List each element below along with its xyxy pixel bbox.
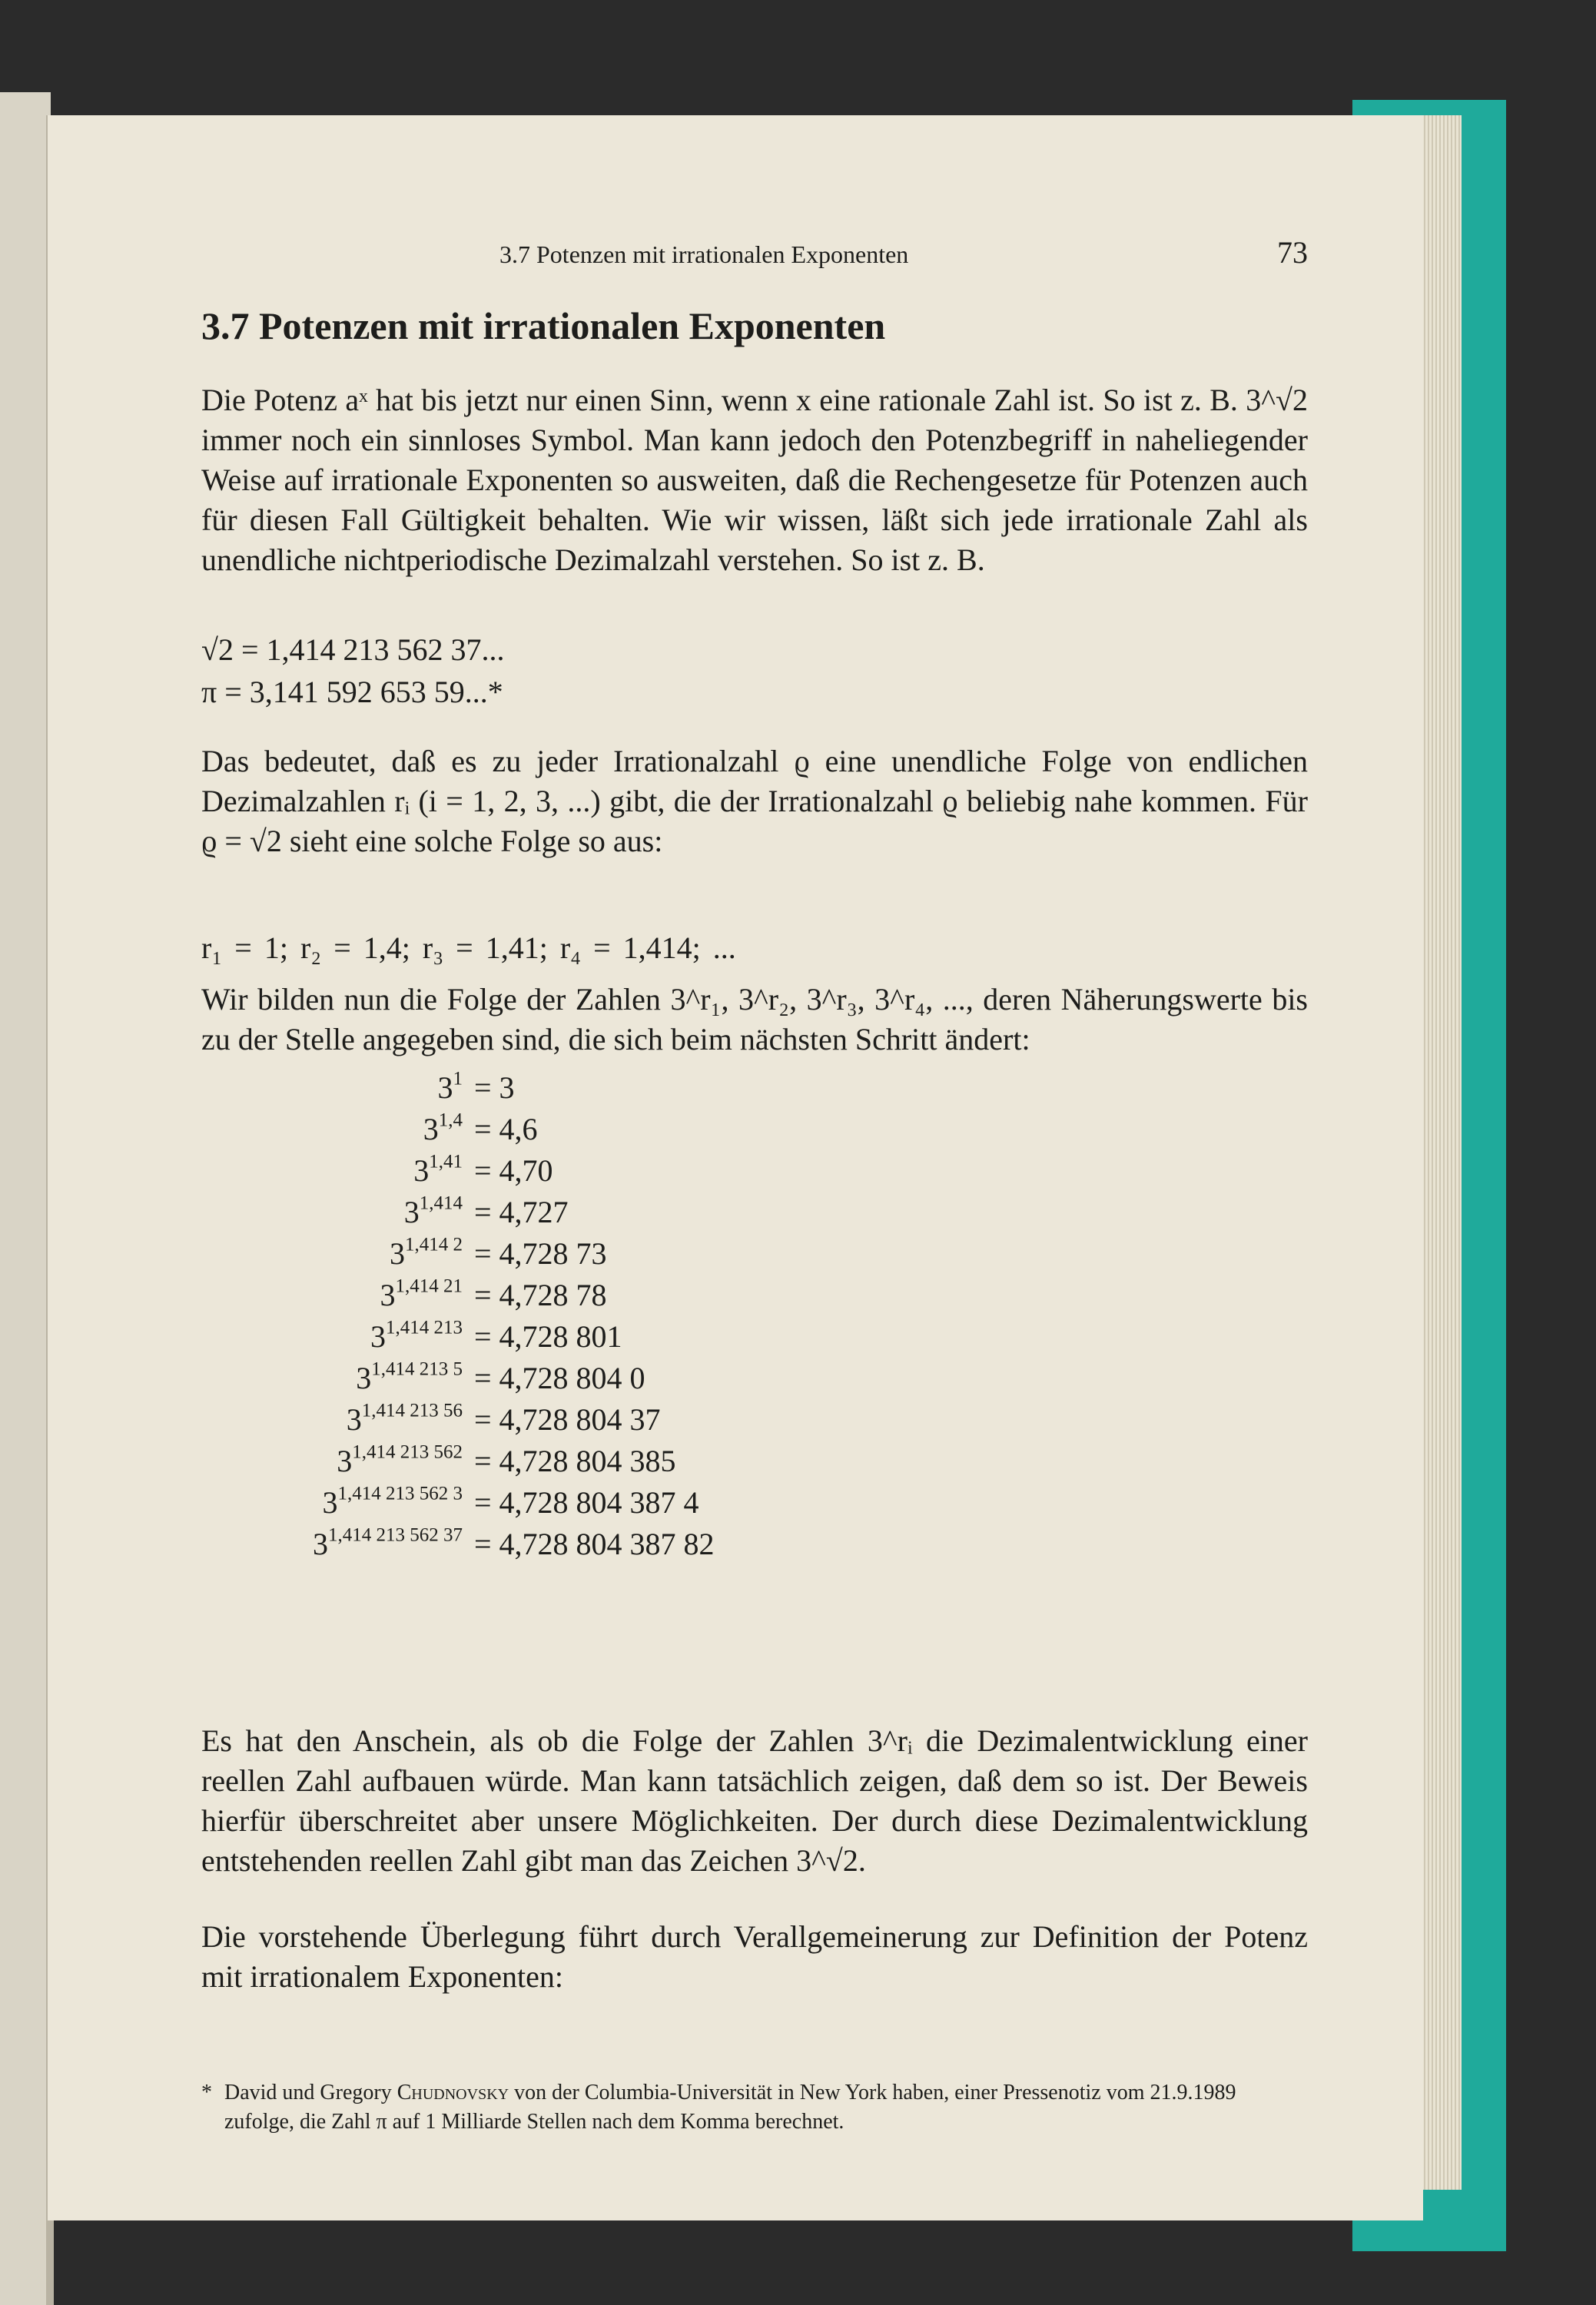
page-number: 73 [1277, 235, 1308, 270]
footnote-text-before: David und Gregory [224, 2081, 392, 2104]
power-row [201, 1277, 893, 1317]
power-value: = 4,728 78 [474, 1278, 607, 1312]
power-value: = 4,728 804 37 [474, 1402, 661, 1437]
power-value: = 4,728 73 [474, 1236, 607, 1271]
formula-sqrt2: √2 = 1,414 213 562 37... [201, 632, 505, 667]
power-row [201, 1111, 893, 1151]
paragraph-conclusion: Es hat den Anschein, als ob die Folge der Zahlen 3^rᵢ die Dezimalentwicklung einer reellen Zahl aufbauen würde. Man kann tatsächlich zeigen, daß dem so ist. Der Beweis hierfür überschreitet aber unsere Möglichkeiten. Der durch diese Dezimalentwicklung entstehenden reellen Zahl gibt man das Zeichen 3^√2. [201, 1723, 1308, 1878]
running-title: 3.7 Potenzen mit irrationalen Exponenten [499, 240, 909, 268]
paragraph-powers: Wir bilden nun die Folge der Zahlen 3^r₁, 3^r₂, 3^r₃, 3^r₄, ..., deren Näherungswerte bis zu der Stelle angegeben sind, die sich beim nächsten Schritt ändert: [201, 982, 1308, 1056]
footnote-text [224, 2078, 1308, 2137]
power-value: = 4,727 [474, 1195, 569, 1229]
power-value: = 4,728 801 [474, 1319, 622, 1354]
power-value: = 4,728 804 385 [474, 1444, 676, 1478]
power-lhs: $3^{1,414 213}$ [370, 1317, 463, 1354]
power-value: = 4,6 [474, 1112, 538, 1146]
power-value: = 3 [474, 1070, 515, 1105]
book-binding-left [0, 92, 51, 2305]
power-value: = 4,728 804 0 [474, 1361, 645, 1395]
power-row [201, 1152, 893, 1192]
power-row [201, 1360, 893, 1400]
footnote-author-name: Chudnovsky [397, 2081, 509, 2104]
power-lhs: $3^{1,414 213 5}$ [356, 1358, 463, 1395]
power-value: = 4,70 [474, 1153, 553, 1188]
power-lhs: $3^{1,414 213 562}$ [337, 1441, 463, 1478]
power-value: = 4,728 804 387 4 [474, 1485, 699, 1520]
power-lhs: 3$^{1,41}$ [413, 1151, 463, 1188]
power-row [201, 1070, 893, 1109]
footnote-text-after: von der Columbia-Universität in New York haben, einer Pressenotiz vom 21.9.1989 zufolge, die Zahl π auf 1 Milliarde Stellen nach dem Komma berechnet. [224, 2081, 1236, 2134]
paragraph-sequence: Das bedeutet, daß es zu jeder Irrationalzahl ϱ eine unendliche Folge von endlichen Dezimalzahlen rᵢ (i = 1, 2, 3, ...) gibt, die der Irrationalzahl ϱ beliebig nahe kommen. Für ϱ = √2 sieht eine solche Folge so aus: [201, 744, 1308, 858]
power-row [201, 1443, 893, 1483]
power-lhs: $3^{1,414 2}$ [390, 1234, 463, 1271]
power-lhs: $3^{1,414 213 562 3}$ [322, 1483, 463, 1520]
paragraph-intro: Die Potenz aˣ hat bis jetzt nur einen Sinn, wenn x eine rationale Zahl ist. So ist z. B. 3^√2 immer noch ein sinnloses Symbol. Man kann jedoch den Potenzbegriff in naheliegender Weise auf irrationale Exponenten so ausweiten, daß die Rechengesetze für Potenzen auch für diesen Fall Gültigkeit behalten. Wie wir wissen, läßt sich jede irrationale Zahl als unendliche nichtperiodische Dezimalzahl verstehen. So ist z. B. [201, 383, 1308, 577]
formula-pi: π = 3,141 592 653 59...* [201, 675, 503, 709]
power-lhs: 3$^{1,4}$ [423, 1109, 463, 1146]
power-lhs: 3$^{1,414}$ [403, 1192, 463, 1229]
power-lhs: $3^{1,414 21}$ [380, 1275, 463, 1312]
power-row [201, 1235, 893, 1275]
power-lhs: $3^1$ [437, 1068, 463, 1105]
paragraph-transition: Die vorstehende Überlegung führt durch Verallgemeinerung zur Definition der Potenz mit irrationalem Exponenten: [201, 1919, 1308, 1994]
power-row [201, 1194, 893, 1234]
footnote-mark: * [201, 2081, 212, 2104]
power-row [201, 1526, 893, 1566]
power-row [201, 1401, 893, 1441]
power-lhs: $3^{1,414 213 56}$ [346, 1400, 463, 1437]
section-heading: 3.7 Potenzen mit irrationalen Exponenten [201, 304, 886, 347]
book-page [48, 115, 1423, 2220]
power-value: = 4,728 804 387 82 [474, 1527, 715, 1561]
formula-r-sequence: r₁ = 1; r₂ = 1,4; r₃ = 1,41; r₄ = 1,414; ... [201, 930, 736, 965]
running-head [201, 234, 1308, 273]
power-row [201, 1318, 893, 1358]
power-row [201, 1484, 893, 1524]
power-lhs: $3^{1,414 213 562 37}$ [313, 1524, 463, 1561]
